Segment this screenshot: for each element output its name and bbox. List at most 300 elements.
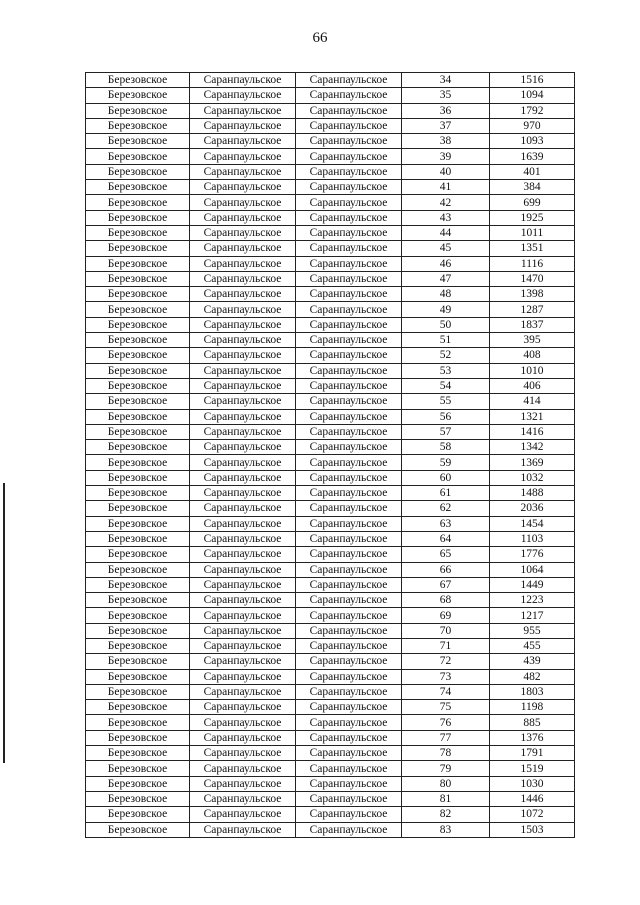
settlement-cell: Саранпаульское [190, 623, 296, 638]
locality-cell: Саранпаульское [296, 700, 402, 715]
voter-count-cell: 1776 [490, 547, 575, 562]
table-row [86, 470, 575, 485]
voter-count-cell: 1064 [490, 562, 575, 577]
precinct-number-cell: 59 [402, 455, 490, 470]
table-row [86, 378, 575, 393]
district-cell: Березовское [86, 654, 190, 669]
voter-count-cell: 955 [490, 623, 575, 638]
locality-cell: Саранпаульское [296, 822, 402, 837]
voter-count-cell: 699 [490, 195, 575, 210]
precinct-number-cell: 46 [402, 256, 490, 271]
voter-count-cell: 1639 [490, 149, 575, 164]
precinct-number-cell: 82 [402, 807, 490, 822]
precinct-number-cell: 45 [402, 241, 490, 256]
table-row [86, 776, 575, 791]
locality-cell: Саранпаульское [296, 501, 402, 516]
district-cell: Березовское [86, 378, 190, 393]
locality-cell: Саранпаульское [296, 180, 402, 195]
settlement-cell: Саранпаульское [190, 287, 296, 302]
voter-count-cell: 1470 [490, 271, 575, 286]
locality-cell: Саранпаульское [296, 791, 402, 806]
precinct-number-cell: 39 [402, 149, 490, 164]
locality-cell: Саранпаульское [296, 470, 402, 485]
locality-cell: Саранпаульское [296, 531, 402, 546]
settlement-cell: Саранпаульское [190, 271, 296, 286]
district-cell: Березовское [86, 531, 190, 546]
precinct-number-cell: 66 [402, 562, 490, 577]
settlement-cell: Саранпаульское [190, 149, 296, 164]
precinct-number-cell: 49 [402, 302, 490, 317]
locality-cell: Саранпаульское [296, 256, 402, 271]
district-cell: Березовское [86, 409, 190, 424]
district-cell: Березовское [86, 348, 190, 363]
precinct-number-cell: 51 [402, 333, 490, 348]
precinct-number-cell: 72 [402, 654, 490, 669]
district-cell: Березовское [86, 394, 190, 409]
precinct-number-cell: 44 [402, 225, 490, 240]
settlement-cell: Саранпаульское [190, 470, 296, 485]
locality-cell: Саранпаульское [296, 225, 402, 240]
table-row [86, 363, 575, 378]
table-row [86, 164, 575, 179]
table-row [86, 440, 575, 455]
table-row [86, 210, 575, 225]
locality-cell: Саранпаульское [296, 302, 402, 317]
settlement-cell: Саранпаульское [190, 501, 296, 516]
settlement-cell: Саранпаульское [190, 531, 296, 546]
district-cell: Березовское [86, 684, 190, 699]
district-cell: Березовское [86, 577, 190, 592]
district-cell: Березовское [86, 746, 190, 761]
settlement-cell: Саранпаульское [190, 608, 296, 623]
precinct-number-cell: 36 [402, 103, 490, 118]
district-cell: Березовское [86, 149, 190, 164]
district-cell: Березовское [86, 562, 190, 577]
locality-cell: Саранпаульское [296, 623, 402, 638]
locality-cell: Саранпаульское [296, 562, 402, 577]
settlement-cell: Саранпаульское [190, 103, 296, 118]
voter-count-cell: 1398 [490, 287, 575, 302]
district-cell: Березовское [86, 134, 190, 149]
table-row [86, 577, 575, 592]
precinct-number-cell: 35 [402, 88, 490, 103]
precinct-number-cell: 70 [402, 623, 490, 638]
district-cell: Березовское [86, 822, 190, 837]
table-row [86, 822, 575, 837]
table-row [86, 302, 575, 317]
locality-cell: Саранпаульское [296, 669, 402, 684]
voter-count-cell: 1030 [490, 776, 575, 791]
table-row [86, 684, 575, 699]
table-row [86, 103, 575, 118]
table-row [86, 134, 575, 149]
voter-count-cell: 395 [490, 333, 575, 348]
precinct-number-cell: 54 [402, 378, 490, 393]
table-row [86, 730, 575, 745]
precinct-number-cell: 68 [402, 593, 490, 608]
page-number: 66 [312, 30, 328, 46]
precinct-number-cell: 56 [402, 409, 490, 424]
voter-count-cell: 1011 [490, 225, 575, 240]
locality-cell: Саранпаульское [296, 638, 402, 653]
settlement-cell: Саранпаульское [190, 761, 296, 776]
precinct-number-cell: 34 [402, 73, 490, 88]
voter-count-cell: 1925 [490, 210, 575, 225]
settlement-cell: Саранпаульское [190, 807, 296, 822]
locality-cell: Саранпаульское [296, 486, 402, 501]
locality-cell: Саранпаульское [296, 88, 402, 103]
table-row [86, 455, 575, 470]
voter-count-cell: 401 [490, 164, 575, 179]
settlement-cell: Саранпаульское [190, 363, 296, 378]
table-row [86, 271, 575, 286]
settlement-cell: Саранпаульское [190, 440, 296, 455]
district-cell: Березовское [86, 180, 190, 195]
table-row [86, 516, 575, 531]
table-row [86, 562, 575, 577]
locality-cell: Саранпаульское [296, 210, 402, 225]
locality-cell: Саранпаульское [296, 195, 402, 210]
locality-cell: Саранпаульское [296, 715, 402, 730]
settlement-cell: Саранпаульское [190, 562, 296, 577]
locality-cell: Саранпаульское [296, 241, 402, 256]
settlement-cell: Саранпаульское [190, 409, 296, 424]
precinct-number-cell: 47 [402, 271, 490, 286]
voter-count-cell: 1093 [490, 134, 575, 149]
district-cell: Березовское [86, 593, 190, 608]
voter-count-cell: 384 [490, 180, 575, 195]
settlement-cell: Саранпаульское [190, 195, 296, 210]
locality-cell: Саранпаульское [296, 73, 402, 88]
district-cell: Березовское [86, 807, 190, 822]
locality-cell: Саранпаульское [296, 378, 402, 393]
district-cell: Березовское [86, 455, 190, 470]
district-cell: Березовское [86, 164, 190, 179]
settlement-cell: Саранпаульское [190, 577, 296, 592]
precinct-number-cell: 57 [402, 424, 490, 439]
settlement-cell: Саранпаульское [190, 378, 296, 393]
table-row [86, 547, 575, 562]
settlement-cell: Саранпаульское [190, 394, 296, 409]
locality-cell: Саранпаульское [296, 317, 402, 332]
voter-count-cell: 1516 [490, 73, 575, 88]
district-cell: Березовское [86, 715, 190, 730]
voter-count-cell: 1103 [490, 531, 575, 546]
settlement-cell: Саранпаульское [190, 256, 296, 271]
district-cell: Березовское [86, 302, 190, 317]
settlement-cell: Саранпаульское [190, 73, 296, 88]
locality-cell: Саранпаульское [296, 134, 402, 149]
district-cell: Березовское [86, 317, 190, 332]
settlement-cell: Саранпаульское [190, 118, 296, 133]
voter-count-cell: 439 [490, 654, 575, 669]
table-row [86, 256, 575, 271]
precinct-number-cell: 41 [402, 180, 490, 195]
locality-cell: Саранпаульское [296, 807, 402, 822]
table-row [86, 409, 575, 424]
precinct-number-cell: 38 [402, 134, 490, 149]
settlement-cell: Саранпаульское [190, 164, 296, 179]
table-row [86, 746, 575, 761]
voter-count-cell: 1454 [490, 516, 575, 531]
precinct-number-cell: 55 [402, 394, 490, 409]
district-cell: Березовское [86, 608, 190, 623]
district-cell: Березовское [86, 486, 190, 501]
precinct-number-cell: 67 [402, 577, 490, 592]
district-cell: Березовское [86, 761, 190, 776]
settlement-cell: Саранпаульское [190, 791, 296, 806]
locality-cell: Саранпаульское [296, 776, 402, 791]
locality-cell: Саранпаульское [296, 103, 402, 118]
precinct-number-cell: 75 [402, 700, 490, 715]
table-row [86, 715, 575, 730]
district-cell: Березовское [86, 791, 190, 806]
table-row [86, 791, 575, 806]
settlement-cell: Саранпаульское [190, 516, 296, 531]
table-row [86, 241, 575, 256]
precinct-number-cell: 42 [402, 195, 490, 210]
precinct-number-cell: 77 [402, 730, 490, 745]
table-row [86, 623, 575, 638]
voter-count-cell: 1369 [490, 455, 575, 470]
table-row [86, 669, 575, 684]
district-cell: Березовское [86, 88, 190, 103]
settlement-cell: Саранпаульское [190, 180, 296, 195]
district-cell: Березовское [86, 516, 190, 531]
precinct-number-cell: 40 [402, 164, 490, 179]
locality-cell: Саранпаульское [296, 149, 402, 164]
precinct-number-cell: 71 [402, 638, 490, 653]
precinct-number-cell: 53 [402, 363, 490, 378]
locality-cell: Саранпаульское [296, 287, 402, 302]
precinct-number-cell: 74 [402, 684, 490, 699]
table-row [86, 225, 575, 240]
settlement-cell: Саранпаульское [190, 638, 296, 653]
table-row [86, 88, 575, 103]
settlement-cell: Саранпаульское [190, 684, 296, 699]
voter-count-cell: 1803 [490, 684, 575, 699]
voter-count-cell: 1342 [490, 440, 575, 455]
district-cell: Березовское [86, 700, 190, 715]
voter-count-cell: 406 [490, 378, 575, 393]
voter-count-cell: 414 [490, 394, 575, 409]
district-cell: Березовское [86, 287, 190, 302]
precinct-number-cell: 58 [402, 440, 490, 455]
table-row [86, 761, 575, 776]
locality-cell: Саранпаульское [296, 348, 402, 363]
voter-count-cell: 1837 [490, 317, 575, 332]
locality-cell: Саранпаульское [296, 409, 402, 424]
district-cell: Березовское [86, 73, 190, 88]
locality-cell: Саранпаульское [296, 455, 402, 470]
precinct-number-cell: 76 [402, 715, 490, 730]
settlement-cell: Саранпаульское [190, 822, 296, 837]
settlement-cell: Саранпаульское [190, 730, 296, 745]
voter-count-cell: 1351 [490, 241, 575, 256]
table-row [86, 486, 575, 501]
voter-count-cell: 1010 [490, 363, 575, 378]
voter-count-cell: 1519 [490, 761, 575, 776]
table-row [86, 118, 575, 133]
settlement-cell: Саранпаульское [190, 302, 296, 317]
settlement-cell: Саранпаульское [190, 88, 296, 103]
voter-count-cell: 1032 [490, 470, 575, 485]
precinct-number-cell: 60 [402, 470, 490, 485]
district-cell: Березовское [86, 103, 190, 118]
voter-count-cell: 455 [490, 638, 575, 653]
settlement-cell: Саранпаульское [190, 669, 296, 684]
settlement-cell: Саранпаульское [190, 776, 296, 791]
district-cell: Березовское [86, 669, 190, 684]
data-table [85, 72, 575, 838]
table-row [86, 394, 575, 409]
precinct-number-cell: 73 [402, 669, 490, 684]
locality-cell: Саранпаульское [296, 333, 402, 348]
voter-count-cell: 1321 [490, 409, 575, 424]
settlement-cell: Саранпаульское [190, 210, 296, 225]
voter-count-cell: 1198 [490, 700, 575, 715]
table-row [86, 424, 575, 439]
precinct-number-cell: 65 [402, 547, 490, 562]
settlement-cell: Саранпаульское [190, 241, 296, 256]
precinct-number-cell: 61 [402, 486, 490, 501]
precinct-number-cell: 79 [402, 761, 490, 776]
district-cell: Березовское [86, 424, 190, 439]
table-row [86, 608, 575, 623]
table-row [86, 638, 575, 653]
district-cell: Березовское [86, 440, 190, 455]
table-row [86, 348, 575, 363]
voter-count-cell: 1094 [490, 88, 575, 103]
district-cell: Березовское [86, 225, 190, 240]
locality-cell: Саранпаульское [296, 440, 402, 455]
voter-count-cell: 1449 [490, 577, 575, 592]
locality-cell: Саранпаульское [296, 516, 402, 531]
precinct-number-cell: 80 [402, 776, 490, 791]
district-cell: Березовское [86, 210, 190, 225]
locality-cell: Саранпаульское [296, 608, 402, 623]
settlement-cell: Саранпаульское [190, 348, 296, 363]
precinct-number-cell: 81 [402, 791, 490, 806]
table-row [86, 501, 575, 516]
table-row [86, 195, 575, 210]
precinct-number-cell: 50 [402, 317, 490, 332]
settlement-cell: Саранпаульское [190, 486, 296, 501]
locality-cell: Саранпаульское [296, 363, 402, 378]
locality-cell: Саранпаульское [296, 684, 402, 699]
table-row [86, 317, 575, 332]
locality-cell: Саранпаульское [296, 424, 402, 439]
district-cell: Березовское [86, 730, 190, 745]
voter-count-cell: 1072 [490, 807, 575, 822]
voter-count-cell: 1416 [490, 424, 575, 439]
table-row [86, 807, 575, 822]
locality-cell: Саранпаульское [296, 547, 402, 562]
district-cell: Березовское [86, 638, 190, 653]
settlement-cell: Саранпаульское [190, 134, 296, 149]
settlement-cell: Саранпаульское [190, 700, 296, 715]
table-row [86, 149, 575, 164]
table-row [86, 287, 575, 302]
district-cell: Березовское [86, 241, 190, 256]
table-row [86, 73, 575, 88]
voter-count-cell: 1376 [490, 730, 575, 745]
precinct-number-cell: 52 [402, 348, 490, 363]
table-body [86, 73, 575, 838]
locality-cell: Саранпаульское [296, 593, 402, 608]
table-row [86, 333, 575, 348]
precinct-number-cell: 63 [402, 516, 490, 531]
district-cell: Березовское [86, 195, 190, 210]
district-cell: Березовское [86, 623, 190, 638]
locality-cell: Саранпаульское [296, 746, 402, 761]
precinct-number-cell: 62 [402, 501, 490, 516]
district-cell: Березовское [86, 363, 190, 378]
table-row [86, 593, 575, 608]
locality-cell: Саранпаульское [296, 164, 402, 179]
district-cell: Березовское [86, 256, 190, 271]
locality-cell: Саранпаульское [296, 271, 402, 286]
table-row [86, 700, 575, 715]
locality-cell: Саранпаульское [296, 118, 402, 133]
voter-count-cell: 1446 [490, 791, 575, 806]
scan-margin-bar [3, 483, 5, 763]
voter-count-cell: 885 [490, 715, 575, 730]
settlement-cell: Саранпаульское [190, 547, 296, 562]
voter-count-cell: 1223 [490, 593, 575, 608]
table-row [86, 180, 575, 195]
precinct-number-cell: 64 [402, 531, 490, 546]
district-cell: Березовское [86, 333, 190, 348]
district-cell: Березовское [86, 271, 190, 286]
precinct-number-cell: 78 [402, 746, 490, 761]
settlement-cell: Саранпаульское [190, 317, 296, 332]
locality-cell: Саранпаульское [296, 394, 402, 409]
settlement-cell: Саранпаульское [190, 455, 296, 470]
voter-count-cell: 1217 [490, 608, 575, 623]
table-row [86, 654, 575, 669]
locality-cell: Саранпаульское [296, 654, 402, 669]
voter-count-cell: 970 [490, 118, 575, 133]
district-cell: Березовское [86, 776, 190, 791]
voter-count-cell: 2036 [490, 501, 575, 516]
precinct-number-cell: 37 [402, 118, 490, 133]
voter-count-cell: 1488 [490, 486, 575, 501]
district-cell: Березовское [86, 470, 190, 485]
settlement-cell: Саранпаульское [190, 746, 296, 761]
precinct-number-cell: 69 [402, 608, 490, 623]
settlement-cell: Саранпаульское [190, 654, 296, 669]
settlement-cell: Саранпаульское [190, 225, 296, 240]
precinct-number-cell: 48 [402, 287, 490, 302]
settlement-cell: Саранпаульское [190, 593, 296, 608]
locality-cell: Саранпаульское [296, 761, 402, 776]
district-cell: Березовское [86, 501, 190, 516]
settlement-cell: Саранпаульское [190, 333, 296, 348]
voter-count-cell: 482 [490, 669, 575, 684]
locality-cell: Саранпаульское [296, 730, 402, 745]
table-row [86, 531, 575, 546]
voter-count-cell: 1792 [490, 103, 575, 118]
voter-count-cell: 408 [490, 348, 575, 363]
settlement-cell: Саранпаульское [190, 424, 296, 439]
precinct-number-cell: 43 [402, 210, 490, 225]
locality-cell: Саранпаульское [296, 577, 402, 592]
settlement-cell: Саранпаульское [190, 715, 296, 730]
voter-count-cell: 1503 [490, 822, 575, 837]
voter-count-cell: 1791 [490, 746, 575, 761]
voter-count-cell: 1116 [490, 256, 575, 271]
